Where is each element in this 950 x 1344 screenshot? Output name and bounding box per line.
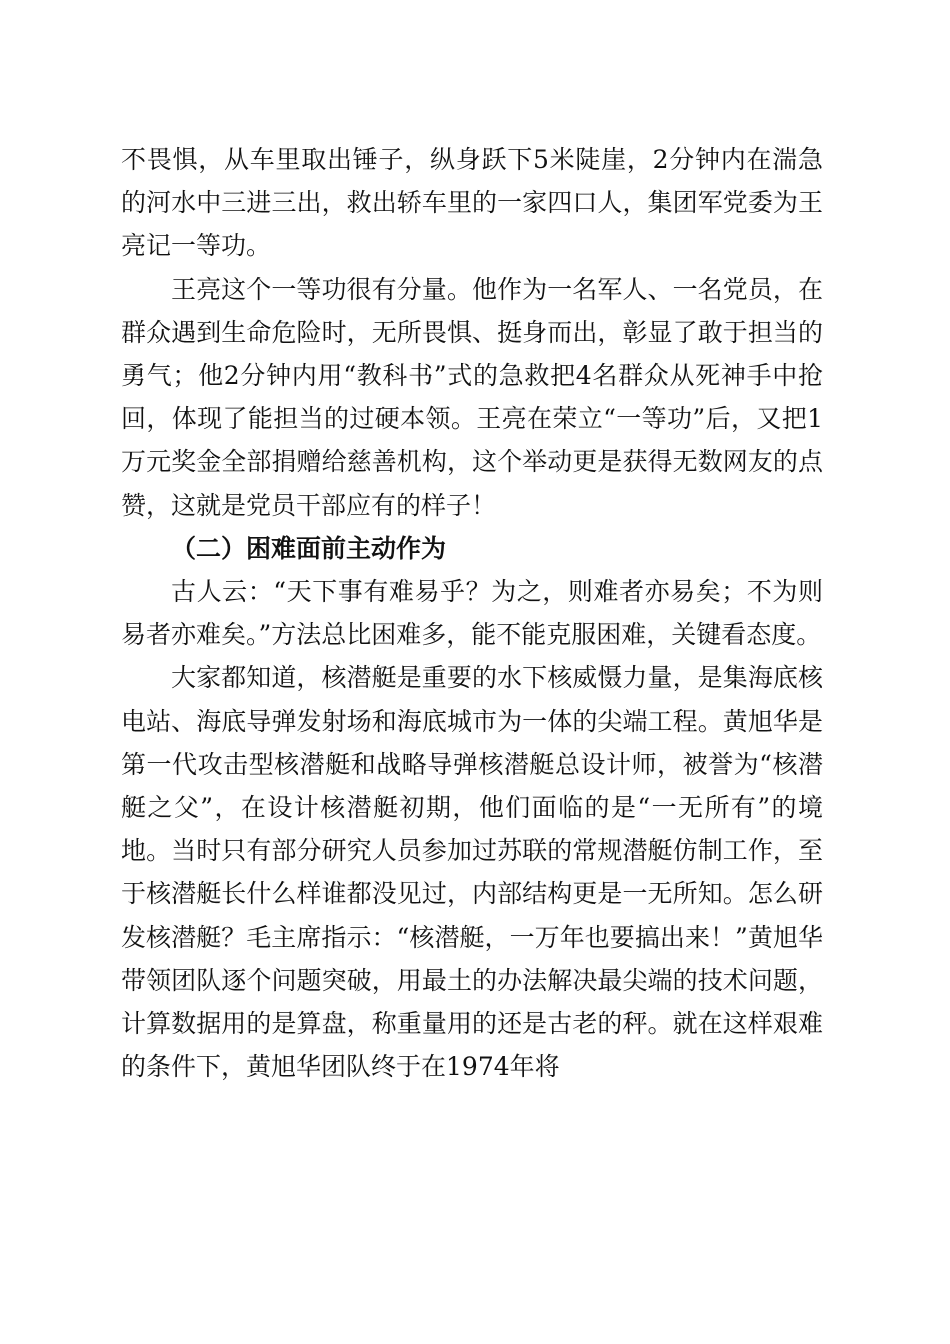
paragraph-rescue-story: 不畏惧，从车里取出锤子，纵身跃下5米陡崖，2分钟内在湍急的河水中三进三出，救出轿车里的一家四口人，集团军党委为王亮记一等功。 — [121, 145, 823, 261]
section-heading: （二）困难面前主动作为 — [171, 533, 447, 563]
document-body — [121, 138, 823, 1088]
paragraph-wang-liang-merit: 王亮这个一等功很有分量。他作为一名军人、一名党员，在群众遇到生命危险时，无所畏惧、挺身而出，彰显了敢于担当的勇气；他2分钟内用“教科书”式的急救把4名群众从死神手中抢回，体现了能担当的过硬本领。王亮在荣立“一等功”后，又把1万元奖金全部捐赠给慈善机构，这个举动更是获得无数网友的点赞，这就是党员干部应有的样子！ — [121, 274, 823, 520]
paragraph-nuclear-submarine: 大家都知道，核潜艇是重要的水下核威慑力量，是集海底核电站、海底导弹发射场和海底城市为一体的尖端工程。黄旭华是第一代攻击型核潜艇和战略导弹核潜艇总设计师，被誉为“核潜艇之父”，在设计核潜艇初期，他们面临的是“一无所有”的境地。当时只有部分研究人员参加过苏联的常规潜艇仿制工作，至于核潜艇长什么样谁都没见过，内部结构更是一无所知。怎么研发核潜艇？毛主席指示：“核潜艇，一万年也要搞出来！”黄旭华带领团队逐个问题突破，用最土的办法解决最尖端的技术问题，计算数据用的是算盘，称重量用的还是古老的秤。就在这样艰难的条件下，黄旭华团队终于在1974年将 — [121, 663, 823, 1082]
paragraph-ancient-quote: 古人云：“天下事有难易乎？为之，则难者亦易矣；不为则易者亦难矣。”方法总比困难多，能不能克服困难，关键看态度。 — [121, 577, 823, 650]
